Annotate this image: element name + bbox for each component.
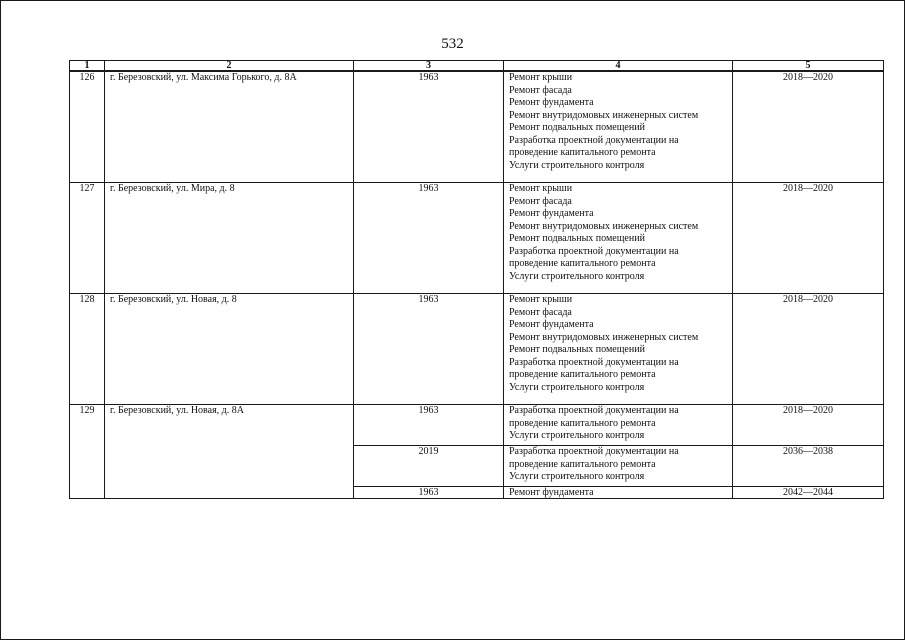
column-header: 1 xyxy=(70,61,105,72)
row-number: 129 xyxy=(70,405,105,499)
work-item: Услуги строительного контроля xyxy=(509,430,645,441)
page-number: 532 xyxy=(441,36,464,52)
work-item: Услуги строительного контроля xyxy=(509,471,645,482)
works-cell xyxy=(504,183,733,294)
table-row xyxy=(70,405,884,446)
column-header: 2 xyxy=(105,61,354,72)
period-cell: 2018—2020 xyxy=(733,183,884,294)
work-item: проведение капитального ремонта xyxy=(509,369,656,380)
work-item: Ремонт внутридомовых инженерных систем xyxy=(509,331,699,343)
works-cell xyxy=(504,71,733,183)
table-header-row xyxy=(70,61,884,72)
work-item: Ремонт внутридомовых инженерных систем xyxy=(509,109,699,121)
year-cell: 2019 xyxy=(354,446,504,487)
works-cell xyxy=(504,446,733,487)
year-cell: 1963 xyxy=(354,405,504,446)
work-item: проведение капитального ремонта xyxy=(509,258,656,269)
work-item: Ремонт фундамента xyxy=(509,208,594,219)
column-header: 5 xyxy=(733,61,884,72)
work-item: Ремонт фасада xyxy=(509,84,572,96)
address-cell: г. Березовский, ул. Новая, д. 8А xyxy=(105,405,354,499)
address-cell: г. Березовский, ул. Максима Горького, д. 8А xyxy=(105,71,354,183)
work-item: Разработка проектной документации на xyxy=(509,446,679,457)
register-table xyxy=(69,60,884,499)
work-item: проведение капитального ремонта xyxy=(509,147,656,158)
work-item: проведение капитального ремонта xyxy=(509,458,656,470)
address-cell: г. Березовский, ул. Новая, д. 8 xyxy=(105,294,354,405)
row-number: 127 xyxy=(70,183,105,294)
works-cell xyxy=(504,405,733,446)
work-item: Разработка проектной документации на xyxy=(509,245,679,257)
column-header: 4 xyxy=(504,61,733,72)
work-item: Ремонт фундамента xyxy=(509,487,594,498)
period-cell: 2036—2038 xyxy=(733,446,884,487)
work-item: Ремонт крыши xyxy=(509,294,573,305)
year-cell: 1963 xyxy=(354,183,504,294)
table-row xyxy=(70,294,884,405)
work-item: Разработка проектной документации на xyxy=(509,356,679,368)
year-cell: 1963 xyxy=(354,487,504,499)
work-item: Услуги строительного контроля xyxy=(509,159,645,171)
work-item: Ремонт фундамента xyxy=(509,97,594,108)
work-item: Ремонт крыши xyxy=(509,183,573,194)
work-item: Ремонт фундамента xyxy=(509,319,594,330)
row-number: 128 xyxy=(70,294,105,405)
work-item: Разработка проектной документации на xyxy=(509,405,679,416)
work-item: Ремонт подвальных помещений xyxy=(509,122,645,133)
work-item: Ремонт подвальных помещений xyxy=(509,344,645,355)
year-cell: 1963 xyxy=(354,294,504,405)
works-cell xyxy=(504,487,733,499)
work-item: Ремонт фасада xyxy=(509,306,572,318)
period-cell: 2042—2044 xyxy=(733,487,884,499)
table-row xyxy=(70,71,884,183)
work-item: проведение капитального ремонта xyxy=(509,417,656,429)
work-item: Ремонт крыши xyxy=(509,72,573,83)
work-item: Ремонт внутридомовых инженерных систем xyxy=(509,220,699,232)
work-item: Разработка проектной документации на xyxy=(509,134,679,146)
period-cell: 2018—2020 xyxy=(733,294,884,405)
row-number: 126 xyxy=(70,71,105,183)
column-header: 3 xyxy=(354,61,504,72)
address-cell: г. Березовский, ул. Мира, д. 8 xyxy=(105,183,354,294)
work-item: Услуги строительного контроля xyxy=(509,270,645,282)
period-cell: 2018—2020 xyxy=(733,405,884,446)
table-row xyxy=(70,183,884,294)
work-item: Услуги строительного контроля xyxy=(509,381,645,393)
work-item: Ремонт подвальных помещений xyxy=(509,233,645,244)
year-cell: 1963 xyxy=(354,71,504,183)
period-cell: 2018—2020 xyxy=(733,71,884,183)
work-item: Ремонт фасада xyxy=(509,195,572,207)
works-cell xyxy=(504,294,733,405)
